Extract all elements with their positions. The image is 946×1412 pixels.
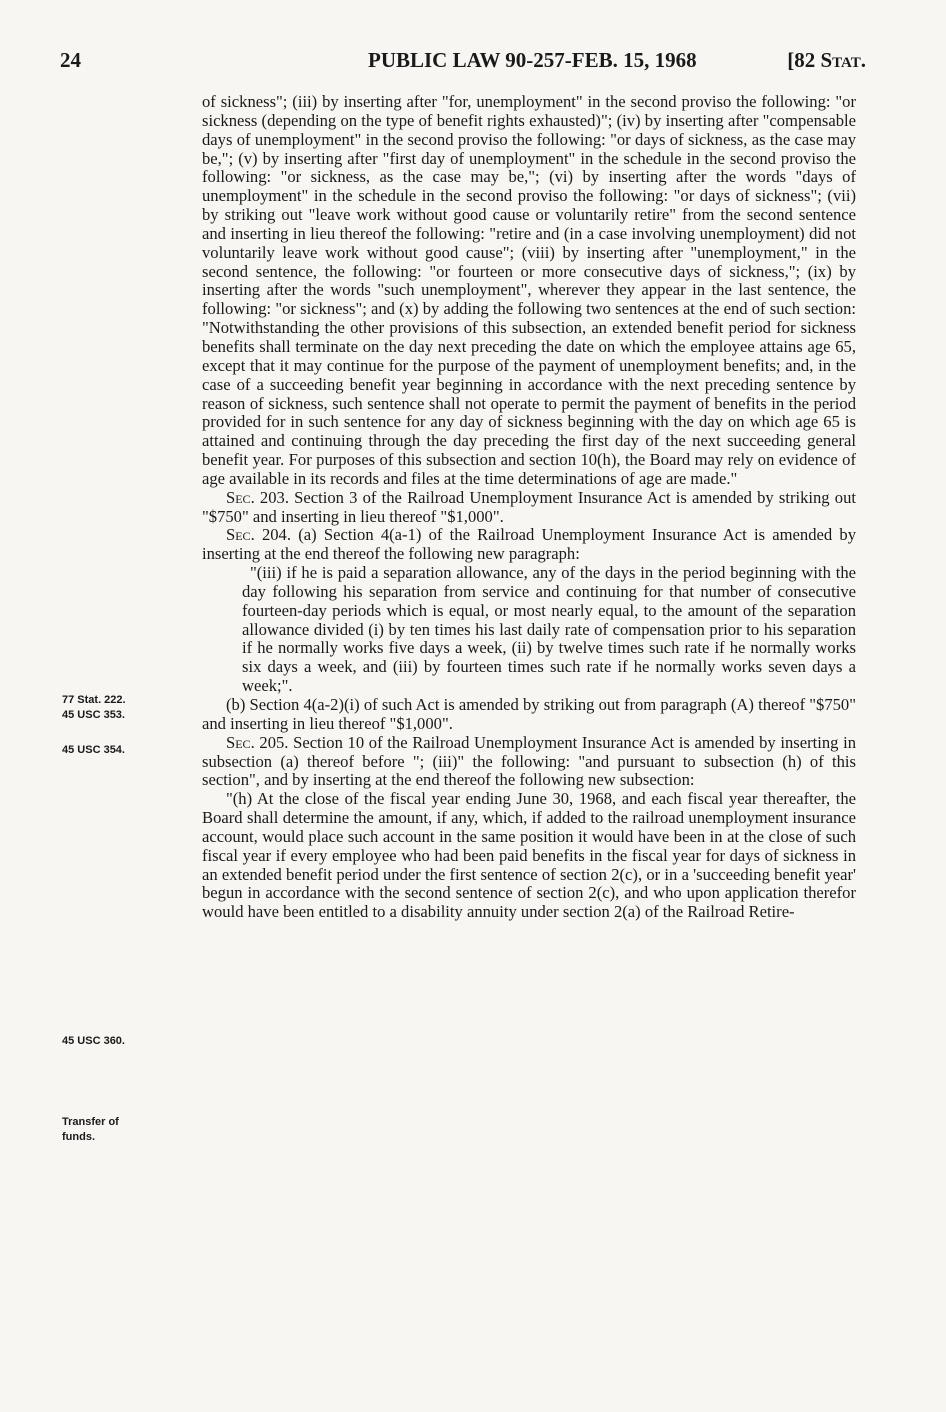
section-203-text: 203. Section 3 of the Railroad Unemployment Insurance Act is amended by striking out "$750" and inserting in lieu thereof "$1,000". [202, 487, 856, 526]
margin-note-usc-354: 45 USC 354. [62, 744, 125, 756]
section-204-label: Sec. [226, 525, 255, 545]
statute-volume [787, 48, 866, 73]
body-text [202, 93, 856, 922]
section-205-label: Sec. [226, 732, 255, 752]
margin-note-transfer-line2: funds. [62, 1131, 95, 1143]
statute-volume-word: Stat. [820, 48, 866, 72]
statute-volume-number: [82 [787, 48, 816, 72]
section-205-text: 205. Section 10 of the Railroad Unemployment Insurance Act is amended by inserting in subsection (a) thereof before "; (iii)" the following: "and pursuant to subsection (h) of this section", and by inserting at the end thereof the following new subsection: [202, 732, 856, 790]
section-205 [202, 734, 856, 791]
section-204-quoted-paragraph: "(iii) if he is paid a separation allowance, any of the days in the period beginning with the day following his separation from service and continuing for that number of consecutive fourteen-day periods which is equal, or most nearly equal, to the amount of the separation allowance divided (i) by ten times his last daily rate of compensation prior to his separation if he normally works five days a week, (ii) by twelve times such rate if he normally works six days a week, and (iii) by fourteen times such rate if he normally works seven days a week;". [242, 563, 856, 696]
page-number: 24 [60, 48, 81, 72]
section-203-label: Sec. [226, 487, 255, 507]
section-204-b: (b) Section 4(a-2)(i) of such Act is amended by striking out from paragraph (A) thereof "$750" and inserting in lieu thereof "$1,000". [202, 695, 856, 733]
margin-note-stat-222: 77 Stat. 222. [62, 694, 126, 706]
section-204 [202, 526, 856, 564]
section-205-subsection-h: "(h) At the close of the fiscal year ending June 30, 1968, and each fiscal year thereafter, the Board shall determine the amount, if any, which, if added to the railroad unemployment insurance account, would place such account in the same position it would have been in at the close of such fiscal year if every employee who had been paid benefits in the fiscal year for days of sickness in an extended benefit period under the first sentence of section 2(c), or in a 'succeeding benefit year' begun in accordance with the second sentence of section 2(c), and who upon application therefor would have been entitled to a disability annuity under section 2(a) of the Railroad Retire- [202, 789, 856, 922]
margin-note-usc-353: 45 USC 353. [62, 709, 125, 721]
paragraph-continued: of sickness"; (iii) by inserting after "for, unemployment" in the second proviso the following: "or sickness (depending on the type of benefit rights exhausted)"; (iv) by inserting after "compensable days of unemployment" in the second proviso the following: "or days of sickness, as the case may be,"; (v) by inserting after "first day of unemployment" in the schedule in the second proviso the following: "or sickness, as the case may be,"; (vi) by inserting after the words "days of unemployment" in the schedule in the second proviso the following: "or days of sickness"; (vii) by striking out "leave work without good cause or voluntarily retire" from the second sentence and inserting in lieu thereof the following: "retire and (in a case involving unemployment) did not voluntarily leave work without good cause"; (viii) by inserting after "unemployment," in the second sentence, the following: "or fourteen or more consecutive days of sickness,"; (ix) by inserting after the words "such unemployment", wherever they appear in the last sentence, the following: "or sickness"; and (x) by adding the following two sentences at the end of such section: "Notwithstanding the other provisions of this subsection, an extended benefit period for sickness benefits shall terminate on the day next preceding the date on which the employee attains age 65, except that it may continue for the purpose of the payment of unemployment benefits; and, in the case of a succeeding benefit year beginning in accordance with the next preceding sentence by reason of sickness, such sentence shall not operate to permit the payment of benefits in the period provided for in such sentence for any day of sickness beginning with the day on which age 65 is attained and continuing through the day preceding the first day of the next succeeding general benefit year. For purposes of this subsection and section 10(h), the Board may rely on evidence of age available in its records and files at the time determinations of age are made." [202, 92, 856, 488]
margin-note-usc-360: 45 USC 360. [62, 1035, 125, 1047]
margin-note-transfer-of-funds [62, 1115, 188, 1145]
margin-note-77-stat-222 [62, 693, 188, 723]
running-title: PUBLIC LAW 90-257-FEB. 15, 1968 [368, 48, 697, 72]
section-203 [202, 489, 856, 527]
section-204-text: 204. (a) Section 4(a-1) of the Railroad Unemployment Insurance Act is amended by inserting at the end thereof the following new paragraph: [202, 525, 856, 564]
margin-note-transfer-line1: Transfer of [62, 1116, 119, 1128]
page-header [56, 44, 866, 78]
